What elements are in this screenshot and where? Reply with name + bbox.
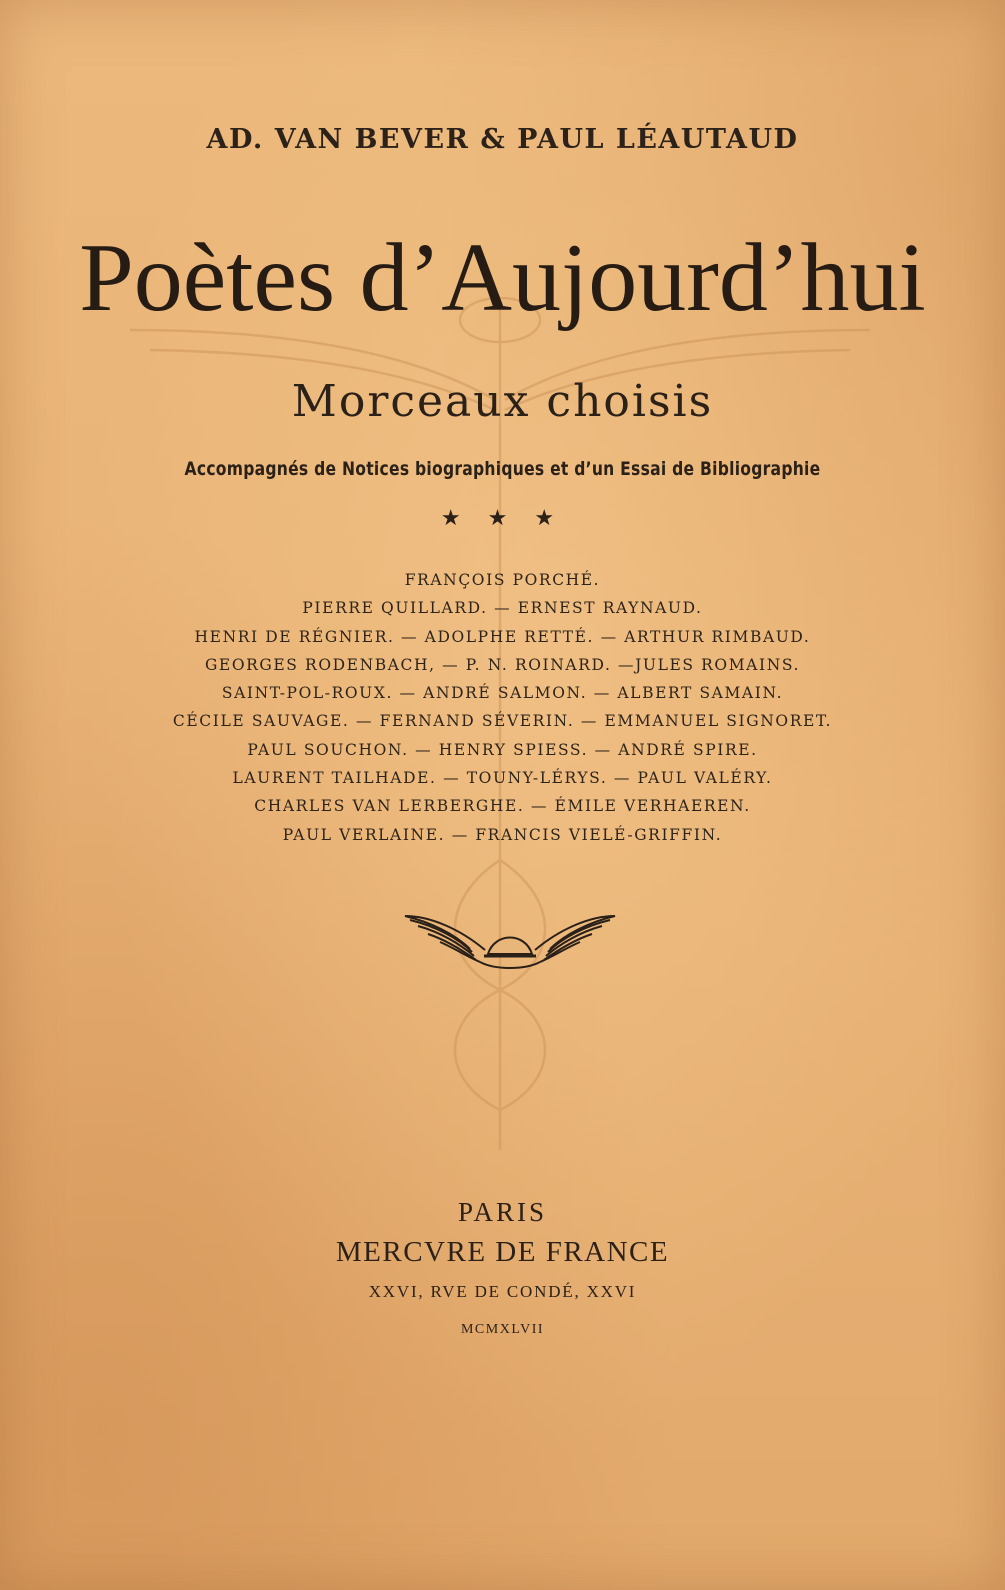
publication-year: MCMXLVII: [460, 1322, 545, 1337]
poet-line: GEORGES RODENBACH, — P. N. ROINARD. —JULES ROMAINS.: [204, 655, 801, 674]
poet-line: HENRI DE RÉGNIER. — ADOLPHE RETTÉ. — ARTHUR RIMBAUD.: [194, 627, 811, 646]
poet-line: PAUL VERLAINE. — FRANCIS VIELÉ-GRIFFIN.: [282, 825, 723, 844]
poet-line: CHARLES VAN LERBERGHE. — ÉMILE VERHAEREN.: [254, 797, 751, 816]
publisher: MERCVRE DE FRANCE: [335, 1236, 670, 1268]
publication-place: PARIS: [457, 1197, 548, 1227]
publisher-address: XXVI, RVE DE CONDÉ, XXVI: [368, 1282, 637, 1301]
poet-line: FRANÇOIS PORCHÉ.: [404, 571, 601, 589]
poet-line: PIERRE QUILLARD. — ERNEST RAYNAUD.: [302, 599, 703, 618]
star-ornament: ★ ★ ★: [440, 506, 565, 531]
poet-line: PAUL SOUCHON. — HENRY SPIESS. — ANDRÉ SPIRE.: [247, 740, 758, 759]
poet-line: SAINT-POL-ROUX. — ANDRÉ SALMON. — ALBERT SAMAIN.: [221, 684, 784, 703]
tagline: Accompagnés de Notices biographiques et d’un Essai de Bibliographie: [184, 458, 821, 480]
poet-line: CÉCILE SAUVAGE. — FERNAND SÉVERIN. — EMMANUEL SIGNORET.: [172, 712, 833, 731]
poet-list: [0, 566, 1005, 849]
poet-line: LAURENT TAILHADE. — TOUNY-LÉRYS. — PAUL VALÉRY.: [232, 769, 773, 788]
authors: AD. VAN BEVER & PAUL LÉAUTAUD: [206, 124, 799, 155]
book-title: Poètes d’Aujourd’hui: [79, 224, 926, 332]
winged-helmet-icon: [400, 904, 620, 974]
book-subtitle: Morceaux choisis: [291, 376, 714, 427]
